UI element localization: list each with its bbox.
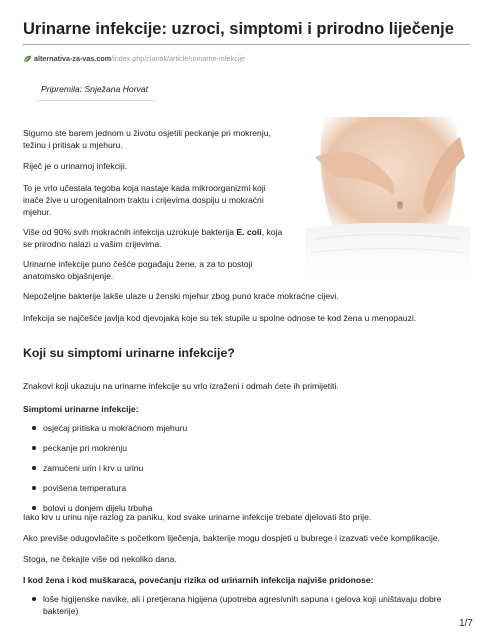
paragraph-krv: Iako krv u urinu nije razlog za paniku, kod svake urinarne infekcije trebate djelovati što prije. — [23, 512, 372, 522]
cesta-line-1: To je vrlo učestala tegoba koja nastaje kada mikroorganizmi koji — [23, 183, 266, 193]
paragraph-bakterije: Nepoželjne bakterije lakše ulaze u ženski mjehur zbog puno kraće mokraćne cijevi. — [23, 291, 339, 301]
author-divider — [36, 100, 156, 101]
list-item: osjećaj pritiska u mokraćnom mjehuru — [23, 422, 187, 434]
paragraph-djevojke: Infekcija se najčešće javlja kod djevojaka koje su tek stupile u spolne odnose te kod žena u menopauzi. — [23, 313, 417, 323]
risk-line-1: loše higijenske navike, ali i pretjerana higijena (upotreba agresivnih sapuna i gelova koji uništavaju dobre — [43, 594, 442, 604]
list-item: zamućeni urin i krv u urinu — [23, 462, 187, 474]
list-item — [23, 593, 441, 617]
intro-paragraph — [23, 127, 271, 151]
section-heading: Koji su simptomi urinarne infekcije? — [23, 346, 235, 360]
ecoli-bold: E. coli — [236, 227, 262, 237]
author-line: Pripremila: Snježana Horvat — [41, 84, 148, 94]
risk-line-2: bakterije) — [43, 606, 79, 616]
title-divider — [22, 44, 470, 45]
ecoli-line-2: se prirodno nalazi u vašim crijevima. — [23, 239, 162, 249]
abdomen-photo — [305, 117, 470, 277]
list-item: peckanje pri mokrenju — [23, 442, 187, 454]
paragraph-cesta — [23, 182, 266, 218]
paragraph-rijec: Riječ je o urinarnoj infekciji. — [23, 161, 128, 171]
ecoli-after: , koja — [261, 227, 283, 237]
zene-line-1: Urinarne infekcije puno češće pogađaju žene, a za to postoji — [23, 259, 253, 269]
source-domain: alternativa-za-vas.com — [34, 54, 112, 63]
ecoli-before: Više od 90% svih mokraćnih infekcija uzrokuje bakterija — [23, 227, 234, 237]
paragraph-znakovi: Znakovi koji ukazuju na urinarne infekcije su vrlo izraženi i odmah ćete ih primijetiti. — [23, 381, 339, 391]
paragraph-ecoli — [23, 226, 282, 250]
zene-line-2: anatomsko objašnjenje. — [23, 271, 114, 281]
list-item: bolovi u donjem dijelu trbuha — [23, 502, 187, 514]
intro-line-1: Sigurno ste barem jednom u životu osjetili peckanje pri mokrenju, — [23, 128, 271, 138]
leaf-icon — [23, 55, 32, 63]
risk-title: I kod žena i kod muškaraca, povećanju rizika od urinarnih infekcija najviše pridonose: — [23, 575, 374, 585]
paragraph-cekajte: Stoga, ne čekajte više od nekoliko dana. — [23, 554, 177, 564]
paragraph-odugovlacite: Ako previše odugovlačite s početkom liječenja, bakterije mogu dospjeti u bubrege i izazvati veće komplikacije. — [23, 533, 441, 543]
intro-line-2: težinu i pritisak u mjehuru. — [23, 140, 123, 150]
paragraph-zene — [23, 258, 252, 282]
page-number: 1/7 — [459, 618, 473, 629]
risk-list — [23, 593, 441, 617]
cesta-line-3: mjehur. — [23, 207, 52, 217]
symptoms-title: Simptomi urinarne infekcije: — [23, 404, 139, 414]
source-link[interactable] — [23, 54, 245, 63]
symptoms-list — [23, 422, 187, 514]
cesta-line-2: inače žive u urogenitalnom traktu i crijevima dospiju u mokraćni — [23, 195, 264, 205]
document-title: Urinarne infekcije: uzroci, simptomi i prirodno liječenje — [23, 20, 454, 38]
list-item: povišena temperatura — [23, 482, 187, 494]
source-path: /index.php/clanak/article/urinarne-infekcije — [111, 54, 245, 63]
